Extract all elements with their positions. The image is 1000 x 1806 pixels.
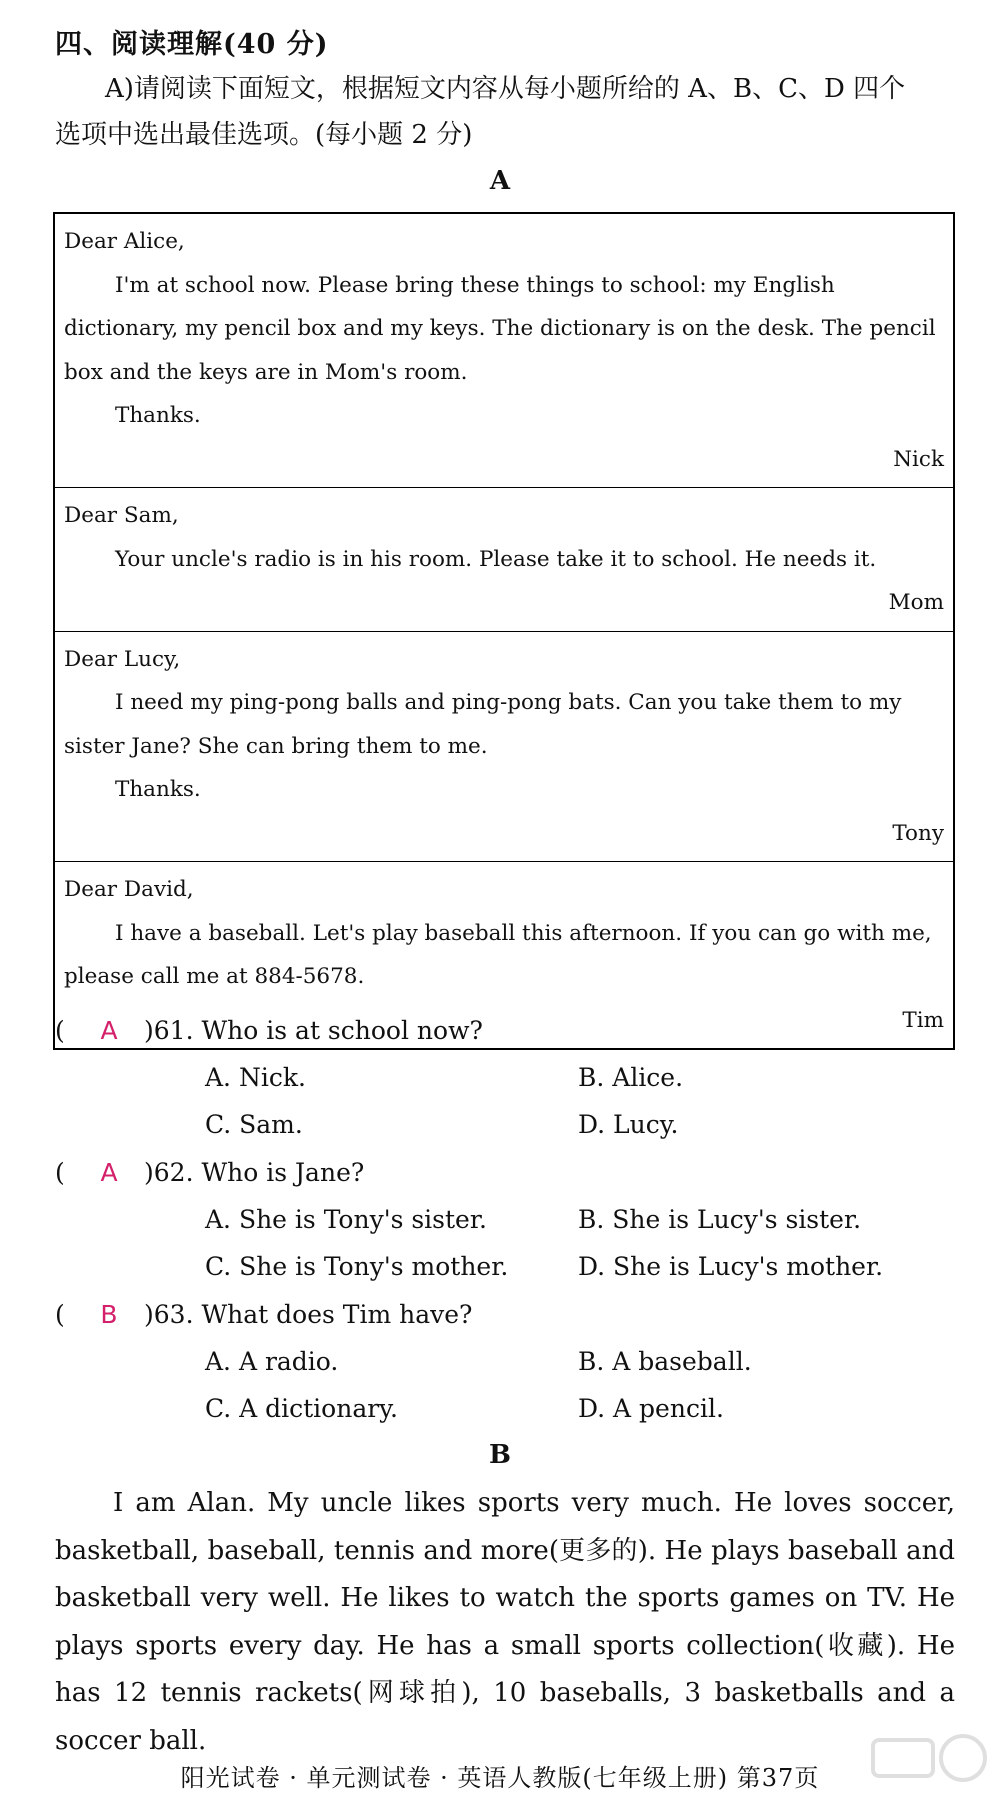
option-c[interactable]: C. A dictionary. [205,1394,398,1423]
letter-tony [55,632,953,863]
option-a[interactable]: A. A radio. [205,1347,339,1376]
question-number: )62. [144,1158,194,1187]
letter-body: Your uncle's radio is in his room. Please take it to school. He needs it. [115,546,877,572]
option-b[interactable]: B. A baseball. [578,1347,752,1376]
question-63 [55,1291,955,1432]
passage-b-text: I am Alan. My uncle likes sports very much. He loves soccer, basketball, baseball, tennis and more(更多的). He plays baseball and basketball very well. He likes to watch the sports games on TV. He plays sports every day. He has a small sports collection(收藏). He has 12 tennis rackets(网球拍), 10 baseballs, 3 basketballs and a soccer ball. [55,1488,955,1756]
question-number: )63. [144,1300,194,1329]
option-d[interactable]: D. She is Lucy's mother. [578,1252,884,1281]
instructions-line-2: 选项中选出最佳选项。(每小题 2 分) [55,120,473,150]
answer-paren: ( [55,1158,65,1187]
instructions [55,66,955,158]
option-c[interactable]: C. Sam. [205,1110,303,1139]
passage-b [55,1480,955,1765]
letter-greeting: Dear Alice, [64,229,185,254]
question-stem: Who is Jane? [201,1158,365,1187]
letter-signature: Tim [902,1007,944,1033]
letter-greeting: Dear Sam, [64,503,179,528]
passage-b-label: B [489,1440,511,1470]
question-stem: What does Tim have? [201,1300,473,1329]
answer-mark: A [100,1158,118,1187]
option-d[interactable]: D. A pencil. [578,1394,724,1423]
question-number: )61. [144,1016,194,1045]
watermark-logo-icon [868,1728,988,1798]
letters-box [53,212,955,1050]
answer-paren: ( [55,1016,65,1045]
letter-signature: Nick [893,446,944,472]
option-b[interactable]: B. She is Lucy's sister. [578,1205,862,1234]
option-a[interactable]: A. Nick. [205,1063,306,1092]
section-title: 四、阅读理解(40 分) [55,29,329,60]
letter-signature: Tony [892,820,944,846]
answer-paren: ( [55,1300,65,1329]
page-footer: 阳光试卷 · 单元测试卷 · 英语人教版(七年级上册) 第37页 [180,1764,820,1792]
passage-a-label: A [489,166,511,196]
letter-body: I need my ping-pong balls and ping-pong bats. Can you take them to my sister Jane? She can bring them to me. [64,690,902,759]
letter-closing: Thanks. [115,777,201,802]
answer-mark: B [100,1300,118,1329]
letter-body: I have a baseball. Let's play baseball this afternoon. If you can go with me, please call me at 884-5678. [64,920,932,989]
option-d[interactable]: D. Lucy. [578,1110,679,1139]
option-b[interactable]: B. Alice. [578,1063,684,1092]
option-a[interactable]: A. She is Tony's sister. [205,1205,487,1234]
letter-greeting: Dear Lucy, [64,646,181,672]
answer-mark: A [100,1016,118,1045]
letter-nick [55,214,953,488]
letter-signature: Mom [888,590,944,615]
instructions-line-1: A)请阅读下面短文，根据短文内容从每小题所给的 A、B、C、D 四个 [105,74,906,104]
letter-greeting: Dear David, [64,877,194,902]
letter-mom [55,488,953,632]
letter-body: I'm at school now. Please bring these things to school: my English dictionary, my pencil box and my keys. The dictionary is on the desk. The pencil box and the keys are in Mom's room. [64,272,936,385]
letter-closing: Thanks. [115,403,201,428]
question-61 [55,1007,955,1148]
option-c[interactable]: C. She is Tony's mother. [205,1252,509,1281]
question-62 [55,1149,955,1290]
question-stem: Who is at school now? [201,1016,483,1045]
